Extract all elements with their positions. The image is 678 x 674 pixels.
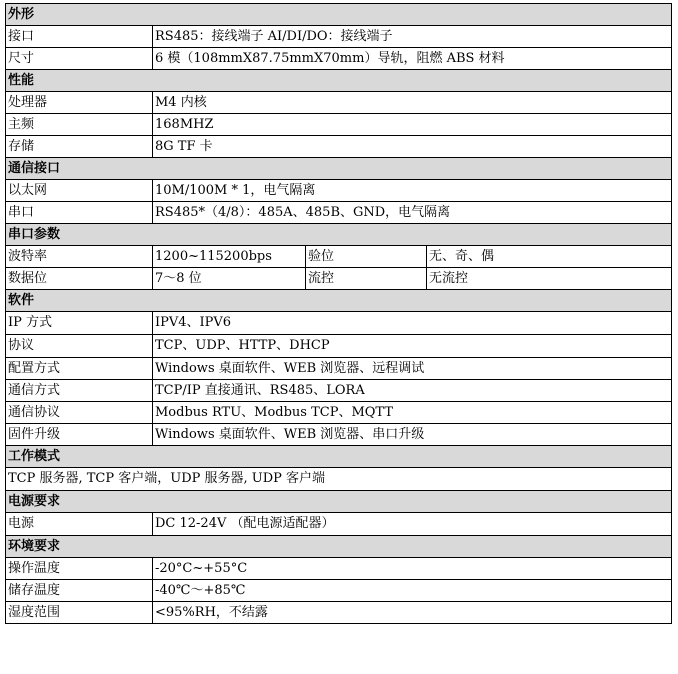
row-value-2: 无流控 (427, 268, 672, 290)
row-ethernet (6, 180, 672, 202)
row-value: -40℃～+85℃ (153, 580, 672, 602)
row-value-2: 无、奇、偶 (427, 246, 672, 268)
row-key: 操作温度 (6, 558, 153, 580)
row-key: 湿度范围 (6, 602, 153, 624)
section-environment (6, 536, 672, 558)
row-value: 1200~115200bps (153, 246, 306, 268)
row-key: 配置方式 (6, 358, 153, 380)
row-value: M4 内核 (153, 92, 672, 114)
row-key-2: 验位 (306, 246, 427, 268)
row-value: 8G TF 卡 (153, 136, 672, 158)
row-storage-temp (6, 580, 672, 602)
row-ip-mode (6, 312, 672, 335)
section-title: 工作模式 (6, 446, 672, 468)
row-protocol (6, 335, 672, 358)
row-value: Modbus RTU、Modbus TCP、MQTT (153, 402, 672, 424)
row-value: DC 12-24V （配电源适配器） (153, 513, 672, 536)
section-title: 串口参数 (6, 224, 672, 246)
section-performance (6, 70, 672, 92)
row-value: 7～8 位 (153, 268, 306, 290)
row-interface (6, 26, 672, 48)
row-value: RS485：接线端子 AI/DI/DO：接线端子 (153, 26, 672, 48)
row-value: 6 模（108mmX87.75mmX70mm）导轨，阻燃 ABS 材料 (153, 48, 672, 70)
row-baud (6, 246, 672, 268)
row-firmware (6, 424, 672, 446)
row-processor (6, 92, 672, 114)
row-value: RS485*（4/8）：485A、485B、GND，电气隔离 (153, 202, 672, 224)
section-serial-params (6, 224, 672, 246)
section-title: 软件 (6, 290, 672, 312)
row-key: 电源 (6, 513, 153, 536)
row-key: 处理器 (6, 92, 153, 114)
row-value: IPV4、IPV6 (153, 312, 672, 335)
spec-table (5, 3, 672, 624)
row-value: Windows 桌面软件、WEB 浏览器、远程调试 (153, 358, 672, 380)
row-value: 168MHZ (153, 114, 672, 136)
section-appearance (6, 4, 672, 26)
row-key: 尺寸 (6, 48, 153, 70)
row-key: 主频 (6, 114, 153, 136)
row-value: Windows 桌面软件、WEB 浏览器、串口升级 (153, 424, 672, 446)
work-mode-text: TCP 服务器, TCP 客户端，UDP 服务器, UDP 客户端 (6, 468, 672, 491)
section-title: 性能 (6, 70, 672, 92)
row-key: 通信协议 (6, 402, 153, 424)
row-key: 以太网 (6, 180, 153, 202)
row-key-2: 流控 (306, 268, 427, 290)
row-databits (6, 268, 672, 290)
row-humidity (6, 602, 672, 624)
row-key: 协议 (6, 335, 153, 358)
row-comm-mode (6, 380, 672, 402)
row-key: 数据位 (6, 268, 153, 290)
section-power (6, 491, 672, 513)
row-frequency (6, 114, 672, 136)
section-title: 外形 (6, 4, 672, 26)
section-title: 环境要求 (6, 536, 672, 558)
row-comm-protocol (6, 402, 672, 424)
row-size (6, 48, 672, 70)
row-key: IP 方式 (6, 312, 153, 335)
row-key: 串口 (6, 202, 153, 224)
section-software (6, 290, 672, 312)
row-storage (6, 136, 672, 158)
section-comm-interface (6, 158, 672, 180)
row-config (6, 358, 672, 380)
row-power (6, 513, 672, 536)
row-value: -20°C~+55°C (153, 558, 672, 580)
row-work-mode (6, 468, 672, 491)
row-key: 接口 (6, 26, 153, 48)
row-value: 10M/100M * 1，电气隔离 (153, 180, 672, 202)
row-value: TCP、UDP、HTTP、DHCP (153, 335, 672, 358)
section-work-mode (6, 446, 672, 468)
row-value: <95%RH，不结露 (153, 602, 672, 624)
row-key: 通信方式 (6, 380, 153, 402)
row-key: 波特率 (6, 246, 153, 268)
row-key: 存储 (6, 136, 153, 158)
section-title: 通信接口 (6, 158, 672, 180)
row-value: TCP/IP 直接通讯、RS485、LORA (153, 380, 672, 402)
row-key: 储存温度 (6, 580, 153, 602)
row-key: 固件升级 (6, 424, 153, 446)
row-serial (6, 202, 672, 224)
section-title: 电源要求 (6, 491, 672, 513)
row-op-temp (6, 558, 672, 580)
